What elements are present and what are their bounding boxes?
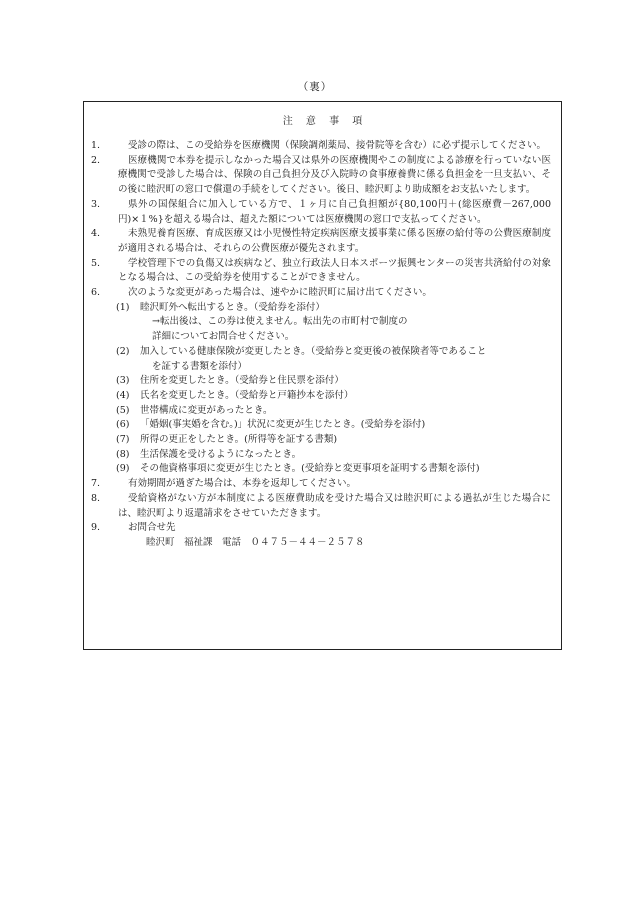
notice-item-8 [84, 492, 561, 521]
sub-item-text: 詳細についてお問合せください。 [152, 331, 295, 343]
item-text: 未熟児養育医療、育成医療又は小児慢性特定疾病医療支援事業に係る医療の給付等の公費医療制度が適用される場合は、それらの公費医療が優先されます。 [118, 228, 551, 254]
item-text: 学校管理下での負傷又は疾病など、独立行政法人日本スポーツ振興センターの災害共済給付の対象となる場合は、この受給券を使用することができません。 [118, 257, 551, 284]
item-number: 7. [91, 478, 101, 490]
sub-item-6 [116, 418, 561, 433]
sub-item-text: 住所を変更したとき。（受給券と住民票を添付） [140, 375, 344, 387]
notice-item-1 [84, 139, 561, 154]
notice-title: 注 意 事 項 [282, 116, 363, 127]
notice-item-4 [84, 227, 561, 256]
notice-item-5 [84, 257, 561, 286]
item-number: 9. [91, 522, 101, 534]
item-number: 3. [91, 198, 101, 210]
sub-item-text: 生活保護を受けるようになったとき。 [140, 448, 302, 460]
sub-item-text: 所得の更正をしたとき。(所得等を証する書類) [140, 434, 338, 446]
contact-info: 睦沢町 福祉課 電話 ０４７５－４４－２５７８ [146, 536, 365, 548]
sub-item-8 [116, 448, 561, 463]
sub-item-text: 加入している健康保険が変更したとき。（受給券と変更後の被保険者等であること [140, 345, 487, 357]
notice-box [83, 101, 562, 650]
sub-item-number: (4) [116, 389, 130, 401]
sub-item-text: 睦沢町外へ転出するとき。（受給券を添付） [140, 301, 325, 313]
item-number: 8. [91, 492, 101, 504]
item-text: お問合せ先 [128, 522, 176, 534]
sub-item-text: 氏名を変更したとき。（受給券と戸籍抄本を添付） [140, 389, 354, 401]
sub-item-text: 「婚姻(事実婚を含む。)」状況に変更が生じたとき。(受給券を添付) [140, 419, 426, 431]
item-text: 次のような変更があった場合は、速やかに睦沢町に届け出てください。 [128, 287, 432, 299]
item-text: 医療機関で本券を提示しなかった場合又は県外の医療機関やこの制度による診療を行っていない医療機関で受診した場合は、保険の自己負担分及び入院時の食事療養費に係る負担金を一旦支払い、その後に睦沢町の窓口で償還の手続をしてください。後日、睦沢町より助成額をお支払いたします。 [118, 154, 551, 196]
item-text: 受給資格がない方が本制度による医療費助成を受けた場合又は睦沢町による過払が生じた場合には、睦沢町より返還請求をさせていただきます。 [118, 492, 551, 519]
item-text: 県外の国保組合に加入している方で、１ヶ月に自己負担額が{80,100円＋(総医療費－267,000円)×１%}を超える場合は、超えた額については医療機関の窓口で支払ってください。 [118, 198, 551, 225]
sub-item-text: 世帯構成に変更があったとき。 [140, 404, 273, 416]
sub-item-7 [116, 433, 561, 448]
sub-item-text: を証する書類を添付） [152, 360, 248, 372]
sub-item-number: (6) [116, 419, 130, 431]
sub-item-text: →転出後は、この券は使えません。転出先の市町村で制度の [152, 316, 408, 328]
sub-item-1 [116, 301, 561, 345]
item-number: 4. [91, 228, 101, 240]
sub-item-number: (7) [116, 434, 130, 446]
sub-item-9 [116, 462, 561, 477]
sub-item-5 [116, 404, 561, 419]
item-text: 有効期間が過ぎた場合は、本券を返却してください。 [128, 478, 357, 490]
sub-item-3 [116, 374, 561, 389]
notice-item-6 [84, 286, 561, 301]
notice-item-7 [84, 477, 561, 492]
sub-item-number: (1) [116, 301, 130, 313]
item-text: 受診の際は、この受給券を医療機関（保険調剤薬局、接骨院等を含む）に必ず提示してください。 [128, 140, 547, 151]
item-number: 1. [91, 140, 101, 151]
sub-item-number: (5) [116, 404, 130, 416]
sub-item-4 [116, 389, 561, 404]
notice-list [84, 139, 561, 551]
notice-item-2 [84, 154, 561, 198]
item-number: 5. [91, 257, 101, 269]
sub-item-text: その他資格事項に変更が生じたとき。(受給券と変更事項を証明する書類を添付) [140, 463, 480, 475]
sub-item-number: (8) [116, 448, 130, 460]
sub-item-2 [116, 345, 561, 374]
notice-item-3 [84, 198, 561, 227]
item-number: 2. [91, 154, 101, 166]
sub-item-number: (9) [116, 463, 130, 475]
sub-item-number: (2) [116, 345, 130, 357]
item-number: 6. [91, 287, 101, 299]
notice-item-9 [84, 521, 561, 536]
side-label: （裏） [297, 81, 333, 93]
sub-item-number: (3) [116, 375, 130, 387]
